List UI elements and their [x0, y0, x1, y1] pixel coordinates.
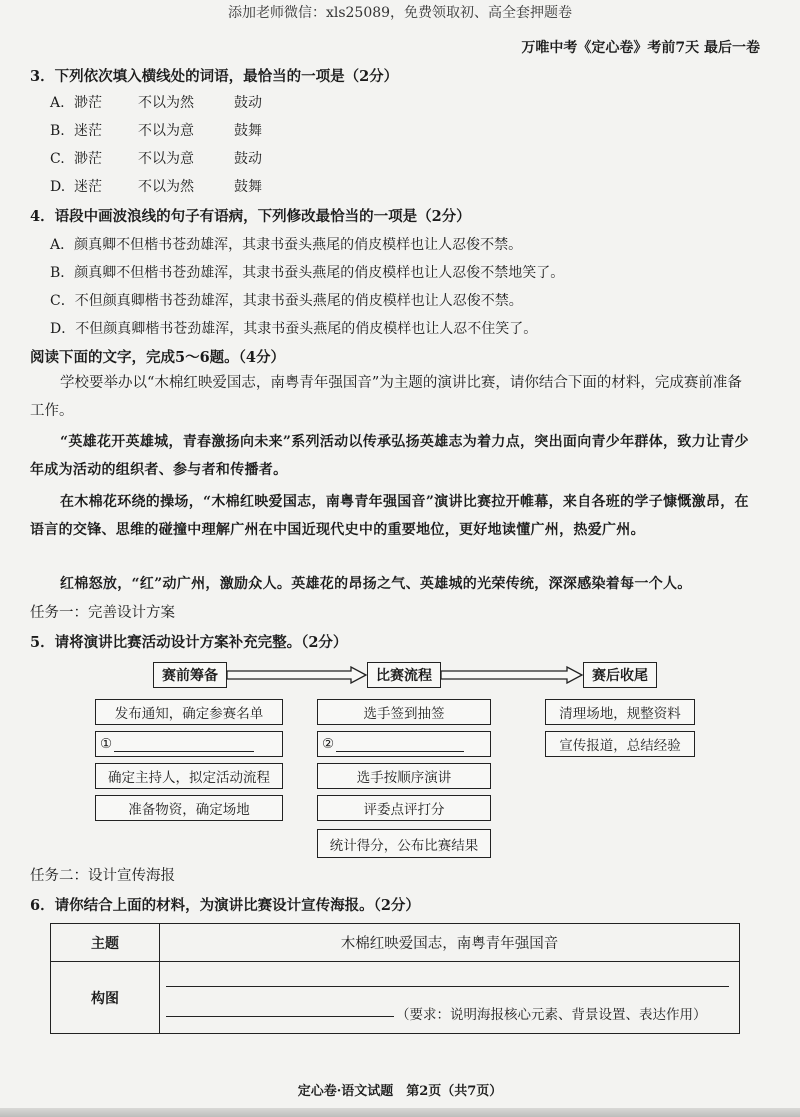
q4-stem: 4．语段中画波浪线的句子有语病，下列修改最恰当的一项是（2分）: [30, 208, 471, 225]
option-label: B.: [50, 123, 65, 139]
option-word-3: 鼓动: [234, 95, 262, 111]
material-2: 在木棉花环绕的操场，“木棉红映爱国志，南粤青年强国音”演讲比赛拉开帷幕，来自各班的学子慷慨激昂，在语言的交锋、思维的碰撞中理解广州在中国近现代史中的重要地位，更好地读懂广州，热爱广州。: [30, 494, 749, 538]
composition-cell[interactable]: [160, 962, 740, 1034]
wrapup-step-2: 宣传报道，总结经验: [545, 731, 695, 757]
task2-title: 任务二：设计宣传海报: [30, 868, 175, 884]
answer-line-2: [166, 1016, 394, 1017]
prep-step-3: 确定主持人，拟定活动流程: [95, 763, 283, 789]
q6-stem: 6．请你结合上面的材料，为演讲比赛设计宣传海报。（2分）: [30, 897, 420, 914]
theme-label: 主题: [51, 924, 160, 962]
option-word-3: 鼓舞: [234, 179, 262, 195]
scan-edge: [0, 1108, 800, 1117]
q4-option-b: B．颜真卿不但楷书苍劲雄浑，其隶书蚕头燕尾的俏皮模样也让人忍俊不禁地笑了。: [50, 265, 565, 281]
flow-arrow-2: [440, 666, 584, 684]
blank-marker-2: ②: [322, 736, 335, 752]
option-label: D.: [50, 179, 66, 195]
answer-blank-2[interactable]: [336, 737, 464, 752]
q3-stem: 3．下列依次填入横线处的词语，最恰当的一项是（2分）: [30, 68, 399, 85]
prep-step-1: 发布通知，确定参赛名单: [95, 699, 283, 725]
q4-option-a: A．颜真卿不但楷书苍劲雄浑，其隶书蚕头燕尾的俏皮模样也让人忍俊不禁。: [50, 237, 523, 253]
option-label: A.: [50, 95, 65, 111]
option-word-2: 不以为意: [138, 151, 194, 167]
flow-arrow-1: [226, 666, 368, 684]
reading-title: 阅读下面的文字，完成5～6题。（4分）: [30, 349, 286, 366]
process-step-4: 评委点评打分: [317, 795, 491, 821]
q4-option-d: D．不但颜真卿楷书苍劲雄浑，其隶书蚕头燕尾的俏皮模样也让人忍不住笑了。: [50, 321, 538, 337]
q3-option-a: [50, 92, 262, 112]
page-footer: 定心卷·语文试题 第2页（共7页）: [297, 1084, 503, 1099]
prep-step-blank: [95, 731, 283, 757]
composition-hint: （要求：说明海报核心元素、背景设置、表达作用）: [396, 1007, 707, 1023]
q4-option-c: C．不但颜真卿楷书苍劲雄浑，其隶书蚕头燕尾的俏皮模样也让人忍俊不禁。: [50, 293, 523, 309]
option-word-2: 不以为意: [138, 123, 194, 139]
watermark-text: 添加老师微信：xls25089，免费领取初、高全套押题卷: [227, 5, 573, 21]
process-step-1: 选手签到抽签: [317, 699, 491, 725]
option-word-1: 渺茫: [74, 151, 102, 167]
option-word-1: 渺茫: [74, 95, 102, 111]
prep-step-4: 准备物资，确定场地: [95, 795, 283, 821]
reading-intro: 学校要举办以“木棉红映爱国志，南粤青年强国音”为主题的演讲比赛，请你结合下面的材料，完成赛前准备工作。: [30, 375, 742, 419]
composition-label: 构图: [51, 962, 160, 1034]
stage-wrapup: 赛后收尾: [583, 662, 657, 688]
option-word-1: 迷茫: [74, 179, 102, 195]
page-header: 万唯中考《定心卷》考前7天 最后一卷: [521, 40, 760, 56]
option-word-1: 迷茫: [74, 123, 102, 139]
material-3: 红棉怒放，“红”动广州，激励众人。英雄花的昂扬之气、英雄城的光荣传统，深深感染着每一个人。: [60, 576, 692, 592]
material-1: “英雄花开英雄城，青春激扬向未来”系列活动以传承弘扬英雄志为着力点，突出面向青少年群体，致力让青少年成为活动的组织者、参与者和传播者。: [30, 434, 749, 478]
option-word-2: 不以为然: [138, 95, 194, 111]
blank-marker-1: ①: [100, 736, 113, 752]
answer-blank-1[interactable]: [114, 737, 254, 752]
q3-option-c: [50, 148, 262, 168]
process-step-5: 统计得分，公布比赛结果: [317, 829, 491, 858]
theme-value: 木棉红映爱国志，南粤青年强国音: [160, 924, 740, 962]
task1-title: 任务一：完善设计方案: [30, 605, 175, 621]
option-word-3: 鼓舞: [234, 123, 262, 139]
process-step-blank: [317, 731, 491, 757]
q5-stem: 5．请将演讲比赛活动设计方案补充完整。（2分）: [30, 634, 348, 651]
answer-line-1: [166, 986, 729, 987]
option-label: C.: [50, 151, 65, 167]
q3-option-d: [50, 176, 262, 196]
option-word-3: 鼓动: [234, 151, 262, 167]
stage-prep: 赛前筹备: [153, 662, 227, 688]
stage-process: 比赛流程: [367, 662, 441, 688]
q3-option-b: [50, 120, 262, 140]
poster-table: [50, 923, 740, 1034]
option-word-2: 不以为然: [138, 179, 194, 195]
process-step-3: 选手按顺序演讲: [317, 763, 491, 789]
wrapup-step-1: 清理场地，规整资料: [545, 699, 695, 725]
